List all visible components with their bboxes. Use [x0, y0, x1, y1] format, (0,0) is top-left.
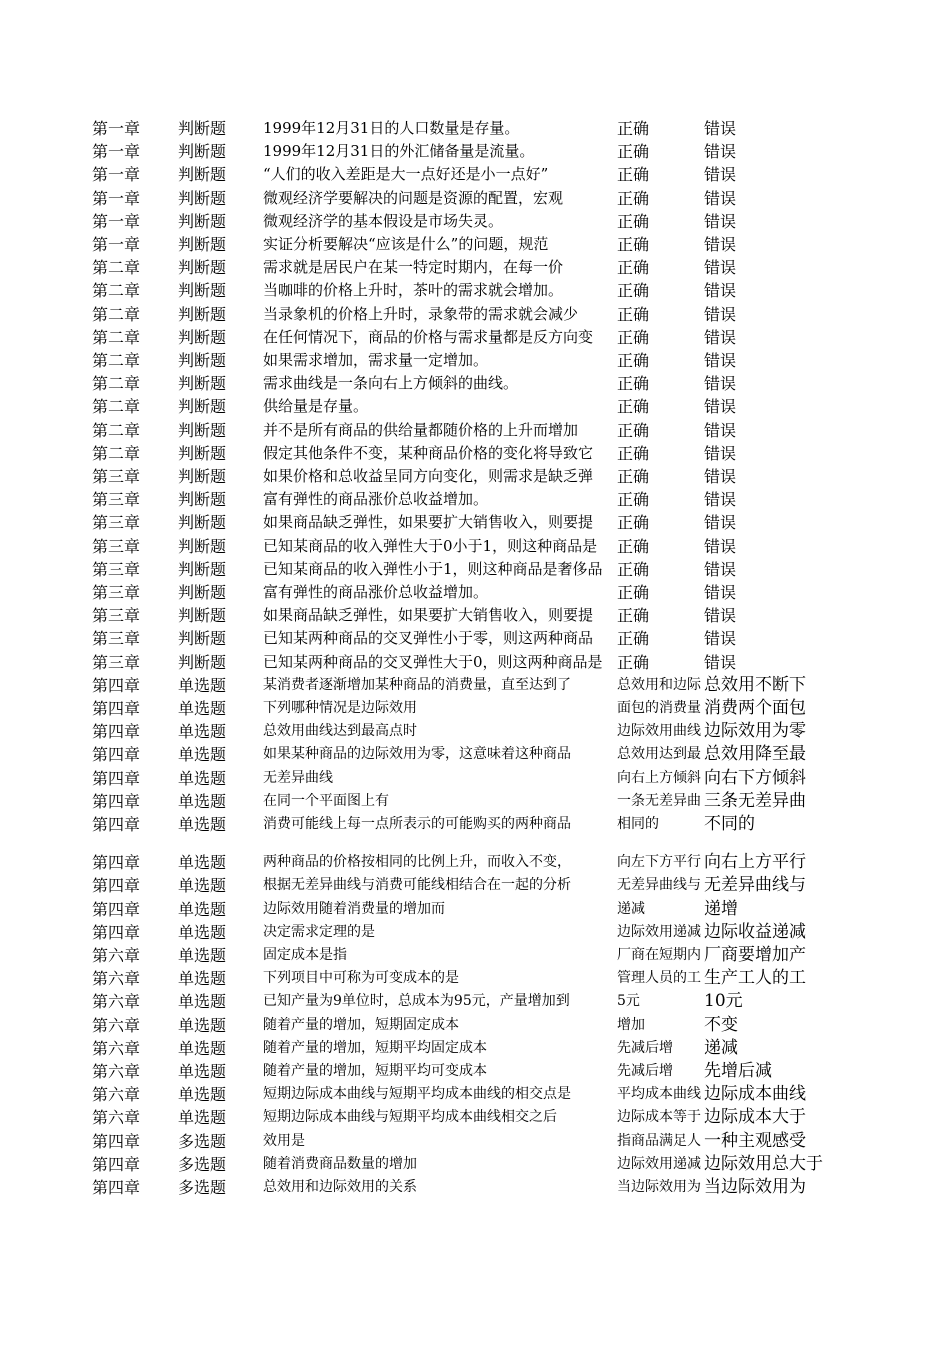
- option-b-cell: 递增: [704, 898, 738, 919]
- question-text-cell: 两种商品的价格按相同的比例上升，而收入不变，: [263, 854, 571, 871]
- table-row: [0, 442, 950, 465]
- question-type-cell: 单选题: [178, 1085, 227, 1105]
- question-text-cell: 微观经济学的基本假设是市场失灵。: [263, 211, 504, 230]
- option-b-cell: 先增后减: [704, 1061, 772, 1081]
- question-type-cell: 判断题: [178, 258, 227, 278]
- option-b-cell: 错误: [704, 583, 737, 602]
- chapter-cell: 第六章: [92, 969, 141, 989]
- question-text-cell: 随着产量的增加，短期固定成本: [263, 1016, 459, 1033]
- chapter-cell: 第三章: [92, 513, 141, 533]
- chapter-cell: 第四章: [92, 675, 141, 695]
- option-a-cell: 正确: [617, 513, 650, 533]
- table-row: [0, 720, 950, 743]
- chapter-cell: 第四章: [92, 768, 141, 788]
- option-b-cell: 总效用降至最: [704, 744, 806, 765]
- chapter-cell: 第六章: [92, 1038, 141, 1058]
- option-b-cell: 错误: [704, 281, 737, 301]
- question-text-cell: 固定成本是指: [263, 947, 347, 963]
- option-a-cell: 面包的消费量: [617, 700, 701, 716]
- chapter-cell: 第六章: [92, 1015, 141, 1035]
- table-row: [0, 558, 950, 581]
- option-a-cell: 正确: [617, 606, 650, 626]
- question-text-cell: 短期边际成本曲线与短期平均成本曲线相交之后: [263, 1109, 557, 1126]
- option-a-cell: 正确: [617, 536, 650, 556]
- option-a-cell: 正确: [617, 142, 650, 162]
- chapter-cell: 第二章: [92, 281, 141, 301]
- table-row: [0, 279, 950, 302]
- option-a-cell: 正确: [617, 420, 650, 440]
- table-row: [0, 1060, 950, 1083]
- question-text-cell: 1999年12月31日的外汇储备量是流量。: [263, 142, 535, 161]
- option-b-cell: 错误: [704, 467, 737, 486]
- question-text-cell: 下列项目中可称为可变成本的是: [263, 970, 459, 987]
- chapter-cell: 第四章: [92, 876, 141, 896]
- chapter-cell: 第四章: [92, 815, 141, 834]
- option-b-cell: 10元: [704, 991, 743, 1012]
- question-text-cell: 效用是: [263, 1132, 305, 1149]
- chapter-cell: 第三章: [92, 467, 141, 486]
- option-a-cell: 正确: [617, 559, 650, 579]
- question-text-cell: 无差异曲线: [263, 769, 333, 786]
- table-row: [0, 674, 950, 697]
- question-type-cell: 判断题: [178, 629, 227, 649]
- option-a-cell: 正确: [617, 583, 650, 602]
- option-b-cell: 错误: [704, 443, 737, 463]
- question-text-cell: 已知某商品的收入弹性大于0小于1，则这种商品是: [263, 536, 598, 555]
- table-row: [0, 790, 950, 813]
- chapter-cell: 第二章: [92, 397, 141, 417]
- option-a-cell: 正确: [617, 629, 650, 649]
- question-type-cell: 判断题: [178, 327, 227, 347]
- question-type-cell: 单选题: [178, 899, 227, 919]
- option-b-cell: 递减: [704, 1037, 738, 1058]
- option-a-cell: 指商品满足人: [617, 1132, 701, 1149]
- option-b-cell: 总效用不断下: [704, 674, 806, 695]
- table-row: [0, 395, 950, 418]
- option-b-cell: 消费两个面包: [704, 698, 806, 718]
- option-a-cell: 边际效用递减: [617, 1155, 701, 1172]
- chapter-cell: 第二章: [92, 420, 141, 440]
- question-text-cell: 需求就是居民户在某一特定时期内，在每一价: [263, 258, 564, 277]
- question-text-cell: 如果某种商品的边际效用为零，这意味着这种商品: [263, 746, 571, 763]
- option-b-cell: 错误: [704, 119, 737, 138]
- option-a-cell: 正确: [617, 165, 650, 185]
- table-row: [0, 1153, 950, 1176]
- option-a-cell: 先减后增: [617, 1039, 673, 1056]
- option-a-cell: 一条无差异曲: [617, 792, 701, 809]
- chapter-cell: 第三章: [92, 629, 141, 649]
- question-type-cell: 判断题: [178, 304, 227, 324]
- table-row: [0, 604, 950, 627]
- table-row: [0, 511, 950, 534]
- chapter-cell: 第四章: [92, 1154, 141, 1174]
- chapter-cell: 第三章: [92, 652, 141, 672]
- chapter-cell: 第六章: [92, 992, 141, 1012]
- chapter-cell: 第六章: [92, 1062, 141, 1081]
- option-b-cell: 三条无差异曲: [704, 790, 806, 811]
- question-type-cell: 判断题: [178, 351, 227, 370]
- option-b-cell: 错误: [704, 559, 737, 579]
- question-text-cell: 已知某商品的收入弹性小于1，则这种商品是奢侈品: [263, 559, 603, 578]
- question-type-cell: 单选题: [178, 1038, 227, 1058]
- question-text-cell: 假定其他条件不变，某种商品价格的变化将导致它: [263, 443, 594, 462]
- chapter-cell: 第四章: [92, 1178, 141, 1197]
- option-b-cell: 错误: [704, 211, 737, 231]
- question-text-cell: 当咖啡的价格上升时，茶叶的需求就会增加。: [263, 281, 564, 300]
- option-a-cell: 平均成本曲线: [617, 1086, 701, 1103]
- chapter-cell: 第四章: [92, 1131, 141, 1151]
- option-a-cell: 正确: [617, 281, 650, 301]
- option-b-cell: 错误: [704, 536, 737, 556]
- table-row: [0, 944, 950, 967]
- table-row: [0, 465, 950, 488]
- question-text-cell: 当录象机的价格上升时，录象带的需求就会减少: [263, 304, 579, 323]
- option-b-cell: 向右下方倾斜: [704, 767, 806, 788]
- option-b-cell: 错误: [704, 258, 737, 278]
- option-a-cell: 厂商在短期内: [617, 947, 701, 963]
- question-type-cell: 判断题: [178, 188, 227, 208]
- question-text-cell: 下列哪种情况是边际效用: [263, 700, 417, 716]
- table-row: [0, 921, 950, 944]
- question-type-cell: 判断题: [178, 165, 227, 185]
- option-b-cell: 错误: [704, 165, 737, 185]
- question-type-cell: 多选题: [178, 1154, 227, 1174]
- question-type-cell: 单选题: [178, 992, 227, 1012]
- option-a-cell: 正确: [617, 304, 650, 324]
- chapter-cell: 第一章: [92, 165, 141, 185]
- option-a-cell: 边际效用曲线: [617, 723, 701, 740]
- table-row: [0, 488, 950, 511]
- question-text-cell: 1999年12月31日的人口数量是存量。: [263, 119, 520, 137]
- chapter-cell: 第一章: [92, 235, 141, 254]
- option-b-cell: 边际效用为零: [704, 721, 806, 742]
- question-text-cell: 消费可能线上每一点所表示的可能购买的两种商品: [263, 816, 571, 832]
- chapter-cell: 第二章: [92, 443, 141, 463]
- option-b-cell: 边际效用总大于: [704, 1153, 823, 1174]
- table-row: [0, 1130, 950, 1153]
- option-a-cell: 总效用和边际: [617, 676, 701, 693]
- option-b-cell: 错误: [704, 606, 737, 626]
- option-a-cell: 边际成本等于: [617, 1109, 701, 1126]
- option-a-cell: 先减后增: [617, 1063, 673, 1079]
- option-b-cell: 错误: [704, 142, 737, 162]
- chapter-cell: 第四章: [92, 853, 141, 873]
- table-row: [0, 419, 950, 442]
- question-type-cell: 判断题: [178, 281, 227, 301]
- question-text-cell: 随着产量的增加，短期平均固定成本: [263, 1039, 487, 1056]
- question-text-cell: 富有弹性的商品涨价总收益增加。: [263, 490, 489, 509]
- table-row: [0, 767, 950, 790]
- table-row: [0, 967, 950, 990]
- option-a-cell: 正确: [617, 119, 650, 138]
- question-text-cell: 需求曲线是一条向右上方倾斜的曲线。: [263, 374, 519, 393]
- option-a-cell: 无差异曲线与: [617, 877, 701, 894]
- table-row: [0, 233, 950, 256]
- question-type-cell: 判断题: [178, 513, 227, 533]
- table-row: [0, 326, 950, 349]
- chapter-cell: 第三章: [92, 559, 141, 579]
- chapter-cell: 第一章: [92, 211, 141, 231]
- question-text-cell: 决定需求定理的是: [263, 923, 375, 940]
- option-b-cell: 边际成本大于: [704, 1107, 806, 1128]
- table-row: [0, 1014, 950, 1037]
- option-a-cell: 增加: [617, 1016, 645, 1033]
- question-type-cell: 判断题: [178, 420, 227, 440]
- option-a-cell: 正确: [617, 258, 650, 278]
- question-text-cell: 总效用曲线达到最高点时: [263, 723, 417, 740]
- option-b-cell: 向右上方平行: [704, 852, 806, 873]
- option-b-cell: 无差异曲线与: [704, 875, 806, 896]
- table-row: [0, 813, 950, 836]
- table-row: [0, 372, 950, 395]
- question-text-cell: 已知某两种商品的交叉弹性大于0，则这两种商品是: [263, 652, 603, 671]
- option-b-cell: 不变: [704, 1014, 738, 1035]
- table-row: [0, 1083, 950, 1106]
- question-type-cell: 单选题: [178, 922, 227, 942]
- option-a-cell: 正确: [617, 374, 650, 394]
- option-b-cell: 错误: [704, 235, 737, 254]
- chapter-cell: 第六章: [92, 1108, 141, 1128]
- question-text-cell: 并不是所有商品的供给量都随价格的上升而增加: [263, 420, 579, 439]
- option-b-cell: 边际收益递减: [704, 921, 806, 942]
- question-text-cell: 微观经济学要解决的问题是资源的配置，宏观: [263, 188, 564, 207]
- option-b-cell: 错误: [704, 629, 737, 649]
- question-type-cell: 单选题: [178, 791, 227, 811]
- table-row: [0, 349, 950, 372]
- question-text-cell: 富有弹性的商品涨价总收益增加。: [263, 583, 489, 601]
- question-type-cell: 判断题: [178, 652, 227, 672]
- question-type-cell: 单选题: [178, 946, 227, 965]
- option-a-cell: 正确: [617, 490, 650, 510]
- chapter-cell: 第六章: [92, 946, 141, 965]
- question-type-cell: 判断题: [178, 606, 227, 626]
- question-text-cell: 实证分析要解决“应该是什么”的问题，规范: [263, 235, 549, 253]
- table-row: [0, 990, 950, 1013]
- chapter-cell: 第三章: [92, 606, 141, 626]
- table-row: [0, 117, 950, 140]
- question-text-cell: 在任何情况下，商品的价格与需求量都是反方向变: [263, 327, 594, 346]
- question-type-cell: 单选题: [178, 1015, 227, 1035]
- table-row: [0, 303, 950, 326]
- question-text-cell: 如果商品缺乏弹性，如果要扩大销售收入，则要提: [263, 513, 594, 532]
- question-text-cell: 如果价格和总收益呈同方向变化，则需求是缺乏弹: [263, 467, 594, 485]
- question-text-cell: 已知产量为9单位时，总成本为95元，产量增加到: [263, 993, 570, 1010]
- table-row: [0, 851, 950, 874]
- chapter-cell: 第四章: [92, 722, 141, 742]
- table-row: [0, 898, 950, 921]
- option-b-cell: 错误: [704, 397, 737, 417]
- question-type-cell: 判断题: [178, 235, 227, 254]
- chapter-cell: 第二章: [92, 374, 141, 394]
- question-text-cell: 如果商品缺乏弹性，如果要扩大销售收入，则要提: [263, 606, 594, 625]
- question-type-cell: 判断题: [178, 536, 227, 556]
- question-type-cell: 单选题: [178, 768, 227, 788]
- table-row: [0, 697, 950, 720]
- question-text-cell: 总效用和边际效用的关系: [263, 1179, 417, 1195]
- option-b-cell: 错误: [704, 420, 737, 440]
- question-type-cell: 判断题: [178, 559, 227, 579]
- question-type-cell: 单选题: [178, 969, 227, 989]
- chapter-cell: 第二章: [92, 327, 141, 347]
- question-type-cell: 单选题: [178, 815, 227, 834]
- question-type-cell: 单选题: [178, 699, 227, 718]
- option-a-cell: 正确: [617, 443, 650, 463]
- question-type-cell: 单选题: [178, 876, 227, 896]
- table-row: [0, 581, 950, 604]
- option-a-cell: 正确: [617, 351, 650, 370]
- option-b-cell: 生产工人的工: [704, 968, 806, 989]
- question-type-cell: 多选题: [178, 1178, 227, 1197]
- chapter-cell: 第三章: [92, 490, 141, 510]
- option-b-cell: 一种主观感受: [704, 1130, 806, 1151]
- option-a-cell: 相同的: [617, 816, 659, 832]
- option-a-cell: 正确: [617, 211, 650, 231]
- table-row: [0, 256, 950, 279]
- question-type-cell: 判断题: [178, 211, 227, 231]
- option-a-cell: 正确: [617, 188, 650, 208]
- table-row: [0, 1037, 950, 1060]
- option-b-cell: 厂商要增加产: [704, 945, 806, 965]
- option-b-cell: 不同的: [704, 814, 755, 834]
- chapter-cell: 第二章: [92, 258, 141, 278]
- question-type-cell: 单选题: [178, 675, 227, 695]
- chapter-cell: 第一章: [92, 119, 141, 138]
- option-b-cell: 错误: [704, 188, 737, 208]
- question-type-cell: 单选题: [178, 1108, 227, 1128]
- option-a-cell: 正确: [617, 235, 650, 254]
- question-type-cell: 判断题: [178, 583, 227, 602]
- question-type-cell: 判断题: [178, 467, 227, 486]
- table-row: [0, 140, 950, 163]
- chapter-cell: 第一章: [92, 188, 141, 208]
- question-type-cell: 单选题: [178, 722, 227, 742]
- question-type-cell: 多选题: [178, 1131, 227, 1151]
- option-a-cell: 正确: [617, 652, 650, 672]
- table-row: [0, 1106, 950, 1129]
- question-text-cell: 边际效用随着消费量的增加而: [263, 900, 445, 917]
- question-type-cell: 单选题: [178, 1062, 227, 1081]
- option-b-cell: 错误: [704, 304, 737, 324]
- chapter-cell: 第三章: [92, 536, 141, 556]
- question-type-cell: 判断题: [178, 443, 227, 463]
- question-text-cell: 随着消费商品数量的增加: [263, 1155, 417, 1172]
- question-text-cell: 如果需求增加，需求量一定增加。: [263, 351, 489, 369]
- option-b-cell: 边际成本曲线: [704, 1084, 806, 1105]
- option-b-cell: 当边际效用为: [704, 1177, 806, 1197]
- question-type-cell: 单选题: [178, 745, 227, 765]
- question-type-cell: 判断题: [178, 490, 227, 510]
- option-a-cell: 向左下方平行: [617, 854, 701, 871]
- question-type-cell: 判断题: [178, 142, 227, 162]
- option-a-cell: 正确: [617, 397, 650, 417]
- chapter-cell: 第四章: [92, 922, 141, 942]
- option-b-cell: 错误: [704, 351, 737, 370]
- option-a-cell: 递减: [617, 900, 645, 917]
- chapter-cell: 第二章: [92, 304, 141, 324]
- question-type-cell: 判断题: [178, 119, 227, 138]
- option-a-cell: 边际效用递减: [617, 923, 701, 940]
- option-b-cell: 错误: [704, 652, 737, 672]
- question-text-cell: “人们的收入差距是大一点好还是小一点好”: [263, 165, 549, 184]
- option-b-cell: 错误: [704, 374, 737, 394]
- question-text-cell: 短期边际成本曲线与短期平均成本曲线的相交点是: [263, 1086, 571, 1103]
- chapter-cell: 第四章: [92, 699, 141, 718]
- option-a-cell: 5元: [617, 993, 640, 1010]
- table-row: [0, 163, 950, 186]
- chapter-cell: 第四章: [92, 745, 141, 765]
- chapter-cell: 第六章: [92, 1085, 141, 1105]
- table-row: [0, 187, 950, 210]
- option-a-cell: 当边际效用为: [617, 1179, 701, 1195]
- question-text-cell: 已知某两种商品的交叉弹性小于零，则这两种商品: [263, 629, 594, 648]
- question-type-cell: 单选题: [178, 853, 227, 873]
- option-b-cell: 错误: [704, 490, 737, 510]
- option-a-cell: 向右上方倾斜: [617, 769, 701, 786]
- question-type-cell: 判断题: [178, 397, 227, 417]
- table-row: [0, 874, 950, 897]
- table-row: [0, 1176, 950, 1199]
- option-b-cell: 错误: [704, 513, 737, 533]
- table-row: [0, 743, 950, 766]
- chapter-cell: 第二章: [92, 351, 141, 370]
- question-text-cell: 供给量是存量。: [263, 397, 369, 416]
- chapter-cell: 第四章: [92, 791, 141, 811]
- chapter-cell: 第三章: [92, 583, 141, 602]
- table-row: [0, 627, 950, 650]
- option-a-cell: 正确: [617, 467, 650, 486]
- table-row: [0, 210, 950, 233]
- option-a-cell: 总效用达到最: [617, 746, 701, 763]
- table-row: [0, 651, 950, 674]
- question-text-cell: 根据无差异曲线与消费可能线相结合在一起的分析: [263, 877, 571, 894]
- option-a-cell: 管理人员的工: [617, 970, 701, 987]
- option-b-cell: 错误: [704, 327, 737, 347]
- chapter-cell: 第一章: [92, 142, 141, 162]
- option-a-cell: 正确: [617, 327, 650, 347]
- table-row: [0, 535, 950, 558]
- question-text-cell: 在同一个平面图上有: [263, 792, 389, 809]
- question-text-cell: 随着产量的增加，短期平均可变成本: [263, 1063, 487, 1079]
- chapter-cell: 第四章: [92, 899, 141, 919]
- question-text-cell: 某消费者逐渐增加某种商品的消费量，直至达到了: [263, 676, 571, 693]
- question-type-cell: 判断题: [178, 374, 227, 394]
